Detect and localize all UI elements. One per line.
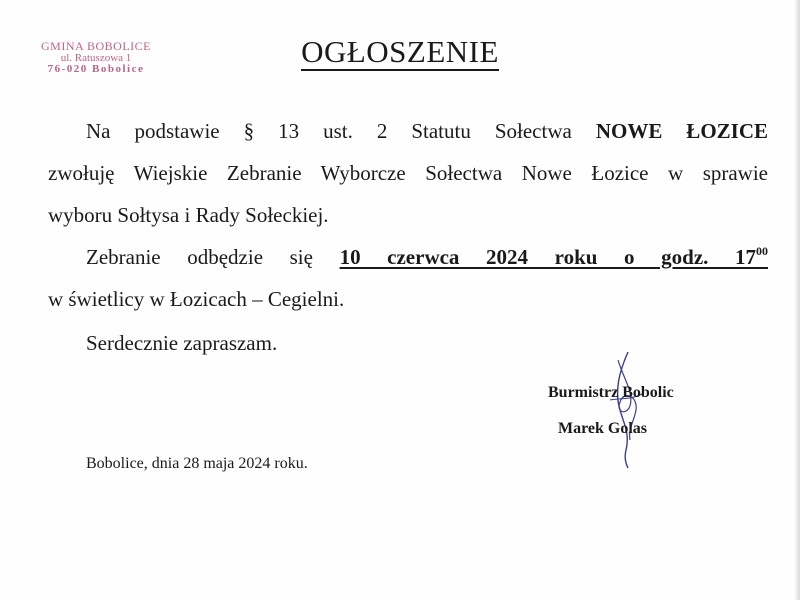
stamp-line-1: GMINA BOBOLICE xyxy=(40,39,151,53)
meeting-time-minutes: 00 xyxy=(756,244,768,258)
stamp-line-2: ul. Ratuszowa 1 xyxy=(60,51,132,64)
paragraph-1-line-3: wyboru Sołtysa i Rady Sołeckiej. xyxy=(48,203,329,227)
closing-line: Serdecznie zapraszam. xyxy=(86,331,278,355)
paragraph-1-text-a: Na podstawie § 13 ust. 2 Statutu Sołectwa xyxy=(86,119,572,143)
signatory-name: Marek Golas xyxy=(558,420,648,437)
document-title: OGŁOSZENIE xyxy=(301,34,499,69)
meeting-prefix: Zebranie odbędzie się xyxy=(86,245,313,269)
paragraph-1-line-1 xyxy=(48,110,768,152)
document-title-block xyxy=(0,34,800,71)
paragraph-1-line-2: zwołuję Wiejskie Zebranie Wyborcze Sołectwa Nowe Łozice w sprawie xyxy=(48,161,768,185)
scan-edge-shadow xyxy=(794,0,800,600)
village-name: NOWE ŁOZICE xyxy=(595,119,769,143)
handwritten-signature xyxy=(590,350,660,470)
paragraph-2-line-2: w świetlicy w Łozicach – Cegielni. xyxy=(48,287,345,311)
paragraph-2-line-1 xyxy=(48,236,768,278)
meeting-date-time xyxy=(340,245,768,269)
date-line: Bobolice, dnia 28 maja 2024 roku. xyxy=(86,455,308,472)
stamp-line-3: 76-020 Bobolice xyxy=(47,63,145,76)
meeting-date-text: 10 czerwca 2024 roku o godz. 17 xyxy=(339,245,756,269)
signatory-title: Burmistrz Bobolic xyxy=(548,384,674,401)
